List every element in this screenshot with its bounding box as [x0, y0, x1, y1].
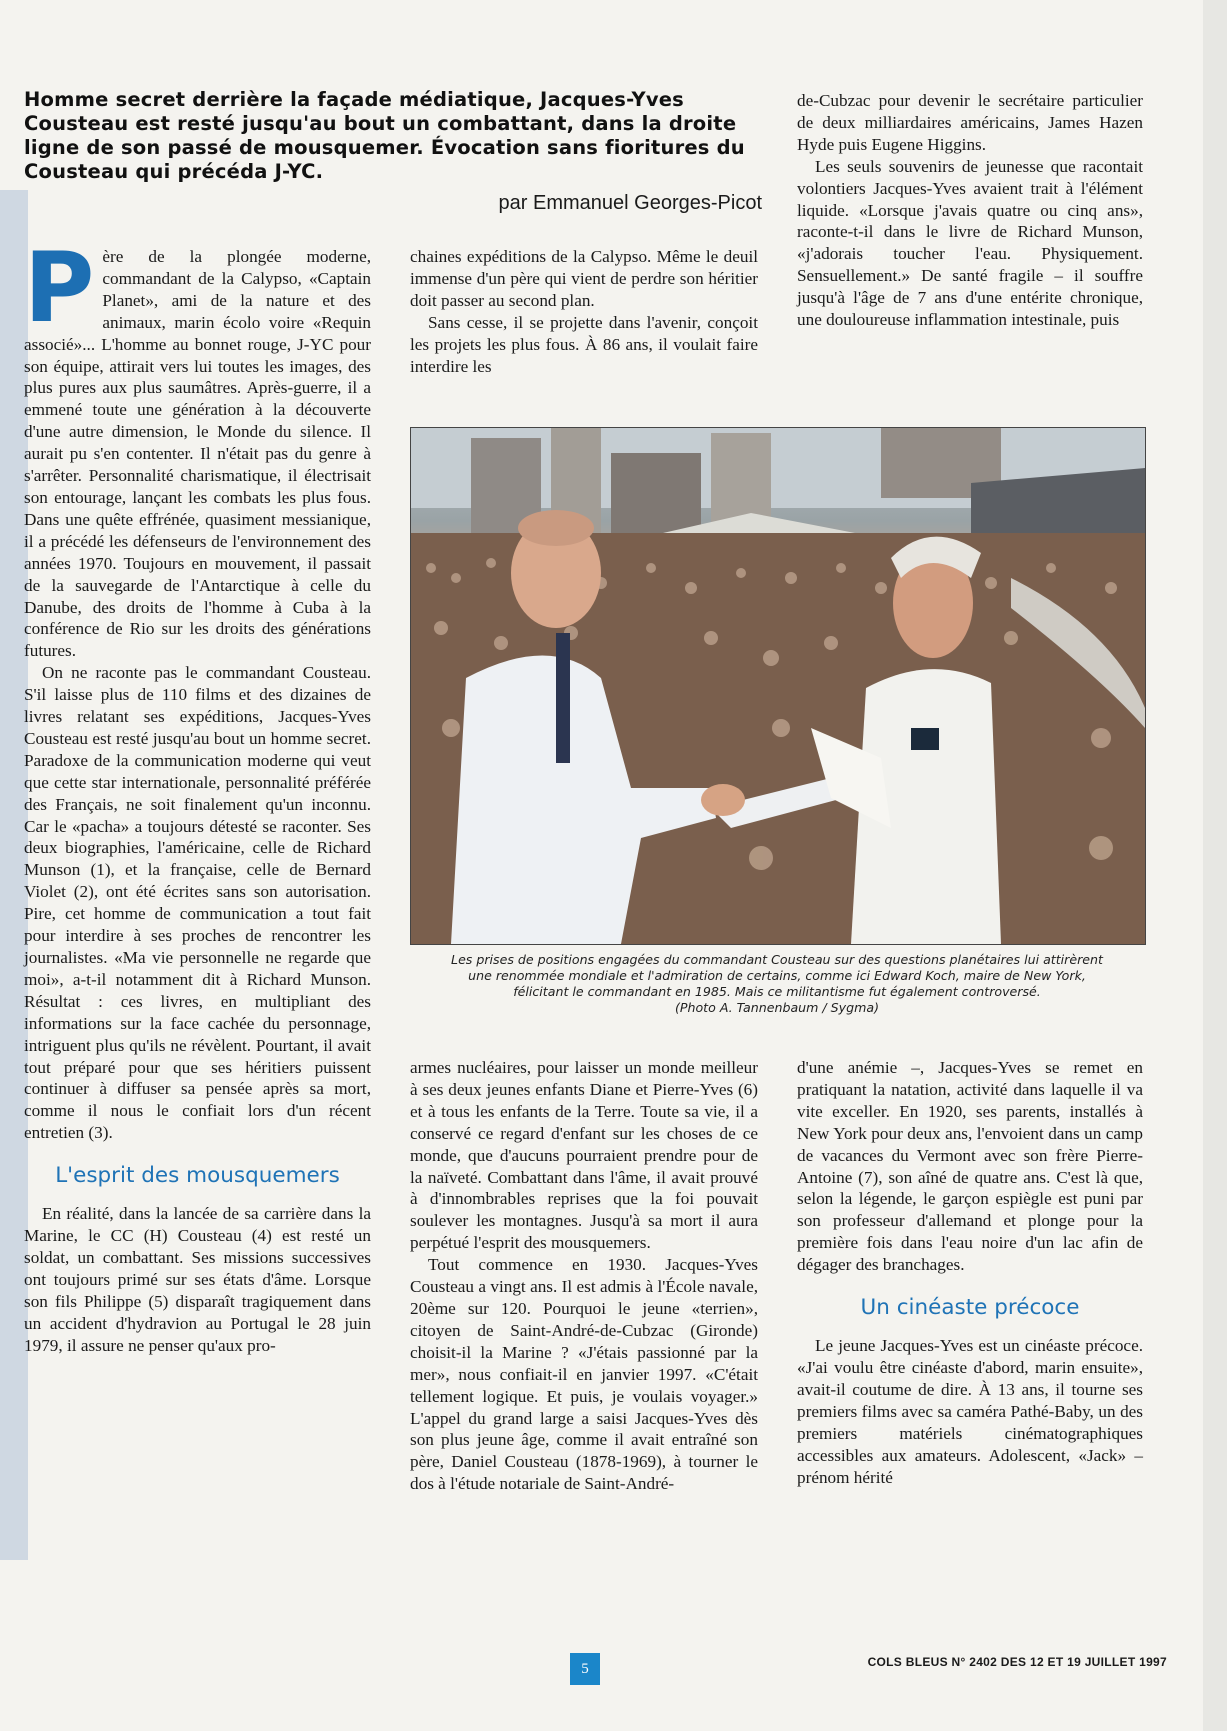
caption-line: Les prises de positions engagées du commandant Cousteau sur des questions planétaires lui attirèrent [451, 952, 1103, 967]
photo-caption [410, 952, 1144, 1016]
photo-credit: (Photo A. Tannenbaum / Sygma) [674, 1000, 880, 1015]
column-3-bottom [797, 1057, 1143, 1488]
paragraph: Le jeune Jacques-Yves est un cinéaste précoce. «J'ai voulu être cinéaste d'abord, marin ensuite», avait-il coutume de dire. À 13 ans, il tourne ses premiers films avec sa caméra Pathé-Baby, un des premiers matériels cinématographiques accessibles aux amateurs. Adolescent, «Jack» – prénom hérité [797, 1336, 1143, 1487]
column-3-top [797, 90, 1143, 331]
column-2-bottom [410, 1057, 758, 1495]
article-photo [410, 427, 1146, 945]
lead-text: ère de la plongée moderne, commandant de la Calypso, «Captain Planet», ami de la nature et des animaux, marin écolo voire «Requin associé»... L'homme au bonnet rouge, J-YC pour son équipe, attirait vers lui toutes les images, des plus pures aux plus saumâtres. Après-guerre, il a emmené toute une génération à la découverte d'une autre dimension, le Monde du silence. Il aurait pu s'en contenter. Il n'était pas du genre à s'arrêter. Personnalité charismatique, il électrisait son entourage, lançant les combats les plus fous. Dans une quête effrénée, quasiment messianique, il a précédé les défenseurs de l'environnement des années 1970. Toujours en mouvement, il passait de la sauvegarde de l'Antarctique à celle du Danube, des droits de l'homme à Cuba à la conférence de Rio sur les droits des générations futures. [24, 247, 371, 661]
paragraph: Les seuls souvenirs de jeunesse que racontait volontiers Jacques-Yves avaient trait à l'élément liquide. «Lorsque j'avais quatre ou cinq ans», raconte-t-il dans le livre de Richard Munson, «j'adorais toucher l'eau. Physiquement. Sensuellement.» De santé fragile – il souffre jusqu'à l'âge de 7 ans d'une entérite chronique, une douloureuse inflammation intestinale, puis [797, 156, 1143, 330]
lead-paragraph [24, 232, 371, 662]
paragraph: de-Cubzac pour devenir le secrétaire particulier de deux milliardaires américains, James Hazen Hyde puis Eugene Higgins. [797, 91, 1143, 154]
paragraph: En réalité, dans la lancée de sa carrière dans la Marine, le CC (H) Cousteau (4) est resté un soldat, un combattant. Ses missions successives ont toujours primé sur ses états d'âme. Lorsque son fils Philippe (5) disparaît tragiquement dans un accident d'hydravion au Portugal le 28 juin 1979, il assure ne penser qu'aux pro- [24, 1204, 371, 1355]
article-intro: Homme secret derrière la façade médiatique, Jacques-Yves Cousteau est resté jusqu'au bout un combattant, dans la droite ligne de son passé de mousquemer. Évocation sans fioritures du Cousteau qui précéda J-YC. [24, 88, 745, 183]
page-edge [1203, 0, 1227, 1731]
drop-cap: P [24, 232, 95, 344]
column-2-top [410, 246, 758, 377]
paragraph: armes nucléaires, pour laisser un monde meilleur à ses deux jeunes enfants Diane et Pierre-Yves (6) et à tous les enfants de la Terre. Toute sa vie, il a conservé ce regard d'enfant sur les choses de ce monde, que d'aucuns pourraient prendre pour de la naïveté. Combattant dans l'âme, il avait prouvé à d'innombrables reprises que la foi pouvait soulever les montagnes. Jusqu'à sa mort il aura perpétué l'esprit des mousquemers. [410, 1058, 758, 1253]
paragraph: Sans cesse, il se projette dans l'avenir, conçoit les projets les plus fous. À 86 ans, il voulait faire interdire les [410, 312, 758, 376]
issue-footer: COLS BLEUS N° 2402 DES 12 ET 19 JUILLET 1997 [867, 1655, 1167, 1669]
paragraph: chaines expéditions de la Calypso. Même le deuil immense d'un père qui vient de perdre son héritier doit passer au second plan. [410, 247, 758, 310]
page-number: 5 [570, 1653, 600, 1685]
paragraph: d'une anémie –, Jacques-Yves se remet en pratiquant la natation, activité dans laquelle il va vite exceller. En 1920, ses parents, installés à New York pour deux ans, l'envoient dans un camp de vacances du Vermont avec son frère Pierre-Antoine (7), son aîné de quatre ans. C'est là que, selon la légende, le garçon espiègle est puni par son professeur d'allemand et plonge pour la première fois dans l'eau noire d'un lac afin de dégager des branchages. [797, 1058, 1143, 1275]
byline: par Emmanuel Georges-Picot [498, 192, 762, 214]
caption-line: une renommée mondiale et l'admiration de certains, comme ici Edward Koch, maire de New York, [468, 968, 1086, 983]
paragraph: Tout commence en 1930. Jacques-Yves Cousteau a vingt ans. Il est admis à l'École navale, 20ème sur 120. Pourquoi le jeune «terrien», citoyen de Saint-André-de-Cubzac (Gironde) choisit-il la Marine ? «J'étais passionné par la mer», nous confiait-il en janvier 1997. «C'était tellement logique. Et puis, je voulais voyager.» L'appel du grand large a saisi Jacques-Yves dès son plus jeune âge, comme il avait entraîné son père, Daniel Cousteau (1878-1969), à tourner le dos à l'étude notariale de Saint-André- [410, 1255, 758, 1494]
subhead-cineaste-precoce: Un cinéaste précoce [860, 1295, 1080, 1321]
subhead-esprit-mousquemers: L'esprit des mousquemers [55, 1163, 340, 1189]
photo-koch-cousteau-handshake [411, 428, 1145, 944]
paragraph: On ne raconte pas le commandant Cousteau. S'il laisse plus de 110 films et des dizaines de livres relatant ses expéditions, Jacques-Yves Cousteau est resté jusqu'au bout un homme secret. Paradoxe de la communication moderne qui veut que cette star internationale, personnalité préférée des Français, ne soit finalement qu'un inconnu. Car le «pacha» a toujours détesté se raconter. Ses deux biographies, l'américaine, celle de Richard Munson (1), et la française, celle de Bernard Violet (2), ont été écrites sans son autorisation. Pire, cet homme de communication a tout fait pour interdire à ses proches de rencontrer les journalistes. «Ma vie personnelle ne regarde que moi», a-t-il notamment dit à Richard Munson. Résultat : ces livres, en multipliant des informations sur la face cachée du personnage, intriguent plus qu'ils ne révèlent. Pourtant, il avait tout préparé pour que ses héritiers puissent continuer à diffuser sa pensée après sa mort, comme il nous le confiait lors d'un récent entretien (3). [24, 663, 371, 1143]
caption-line: félicitant le commandant en 1985. Mais ce militantisme fut également controversé. [513, 984, 1041, 999]
column-1 [24, 232, 371, 1357]
